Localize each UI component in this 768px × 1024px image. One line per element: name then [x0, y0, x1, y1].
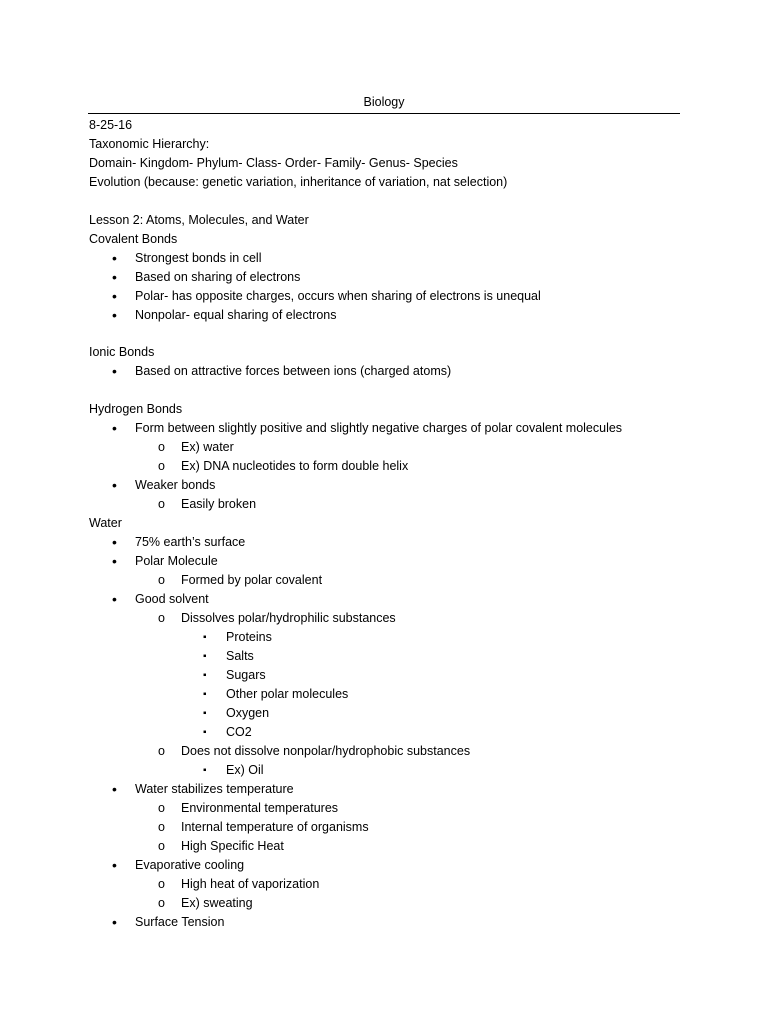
line-text: Hydrogen Bonds	[89, 401, 183, 416]
notes-body	[89, 116, 679, 932]
line-text: High heat of vaporization	[181, 876, 320, 891]
line-text: Polar Molecule	[135, 553, 218, 568]
line-text: Weaker bonds	[135, 477, 216, 492]
line-text: Evaporative cooling	[135, 857, 245, 872]
bullet-icon: o	[158, 572, 165, 587]
list-item-level-1	[89, 856, 679, 875]
bullet-icon: •	[112, 268, 117, 285]
list-item-level-2	[89, 457, 679, 476]
list-item-level-2	[89, 609, 679, 628]
list-item-level-1	[89, 306, 679, 325]
line-text: Ex) water	[181, 439, 234, 454]
list-item-level-1	[89, 913, 679, 932]
list-item-level-3	[89, 666, 679, 685]
bullet-icon: ▪	[203, 726, 207, 738]
line-text: Polar- has opposite charges, occurs when sharing of electrons is unequal	[135, 288, 541, 303]
list-item-level-1	[89, 287, 679, 306]
bullet-icon: ▪	[203, 631, 207, 643]
list-item-level-2	[89, 495, 679, 514]
list-item-level-2	[89, 875, 679, 894]
bullet-icon: o	[158, 496, 165, 511]
bullet-icon: •	[112, 533, 117, 550]
line-text: CO2	[226, 724, 252, 739]
bullet-icon: o	[158, 743, 165, 758]
bullet-icon: •	[112, 287, 117, 304]
bullet-icon: ▪	[203, 669, 207, 681]
list-item-level-3	[89, 647, 679, 666]
bullet-icon: ▪	[203, 764, 207, 776]
bullet-icon: ▪	[203, 707, 207, 719]
line-text: Does not dissolve nonpolar/hydrophobic substances	[181, 743, 471, 758]
list-item-level-2	[89, 438, 679, 457]
bullet-icon: o	[158, 838, 165, 853]
line-text: Evolution (because: genetic variation, inheritance of variation, nat selection)	[89, 175, 508, 189]
line-text: Oxygen	[226, 705, 270, 720]
bullet-icon: ▪	[203, 650, 207, 662]
line-text: Sugars	[226, 667, 266, 682]
line-text: Domain- Kingdom- Phylum- Class- Order- Family- Genus- Species	[89, 156, 458, 170]
line-text: 8-25-16	[89, 118, 133, 132]
list-item-level-3	[89, 723, 679, 742]
line-text: Dissolves polar/hydrophilic substances	[181, 610, 396, 625]
document-header-title: Biology	[363, 95, 405, 109]
list-item-level-1	[89, 780, 679, 799]
line-text: Nonpolar- equal sharing of electrons	[135, 307, 337, 322]
bullet-icon: •	[112, 856, 117, 873]
bullet-icon: ▪	[203, 688, 207, 700]
bullet-icon: •	[112, 913, 117, 930]
heading-line	[89, 343, 679, 362]
line-text: Environmental temperatures	[181, 800, 339, 815]
line-text: Internal temperature of organisms	[181, 819, 369, 834]
list-item-level-2	[89, 837, 679, 856]
line-text: Form between slightly positive and slightly negative charges of polar covalent molecules	[135, 420, 623, 435]
bullet-icon: o	[158, 458, 165, 473]
heading-line	[89, 211, 679, 230]
bullet-icon: •	[112, 476, 117, 493]
bullet-icon: o	[158, 819, 165, 834]
line-text: Easily broken	[181, 496, 257, 511]
list-item-level-1	[89, 590, 679, 609]
header-divider	[88, 113, 680, 114]
line-text: Ionic Bonds	[89, 345, 155, 359]
line-text: Based on sharing of electrons	[135, 269, 301, 284]
list-item-level-2	[89, 818, 679, 837]
line-text: Surface Tension	[135, 914, 225, 929]
bullet-icon: •	[112, 249, 117, 266]
line-text: Covalent Bonds	[89, 231, 178, 246]
line-text: 75% earth’s surface	[135, 534, 246, 549]
list-item-level-3	[89, 761, 679, 780]
blank-line	[89, 192, 679, 211]
list-item-level-2	[89, 799, 679, 818]
list-item-level-1	[89, 533, 679, 552]
line-text: Ex) DNA nucleotides to form double helix	[181, 458, 409, 473]
list-item-level-1	[89, 419, 679, 438]
list-item-level-3	[89, 628, 679, 647]
heading-line	[89, 400, 679, 419]
bullet-icon: •	[112, 552, 117, 569]
line-text: Strongest bonds in cell	[135, 250, 262, 265]
line-text: Ex) sweating	[181, 895, 253, 910]
heading-line	[89, 514, 679, 533]
list-item-level-1	[89, 362, 679, 381]
list-item-level-2	[89, 571, 679, 590]
heading-line	[89, 173, 679, 192]
heading-line	[89, 116, 679, 135]
heading-line	[89, 135, 679, 154]
bullet-icon: •	[112, 306, 117, 323]
bullet-icon: o	[158, 439, 165, 454]
list-item-level-1	[89, 476, 679, 495]
list-item-level-2	[89, 894, 679, 913]
bullet-icon: •	[112, 780, 117, 797]
bullet-icon: •	[112, 590, 117, 607]
line-text: Lesson 2: Atoms, Molecules, and Water	[89, 212, 309, 227]
list-item-level-1	[89, 249, 679, 268]
line-text: Salts	[226, 648, 254, 663]
list-item-level-1	[89, 552, 679, 571]
heading-line	[89, 230, 679, 249]
blank-line	[89, 325, 679, 344]
bullet-icon: o	[158, 895, 165, 910]
line-text: High Specific Heat	[181, 838, 284, 853]
line-text: Ex) Oil	[226, 762, 264, 777]
line-text: Good solvent	[135, 591, 209, 606]
line-text: Taxonomic Hierarchy:	[89, 137, 210, 151]
blank-line	[89, 381, 679, 400]
bullet-icon: •	[112, 419, 117, 436]
bullet-icon: o	[158, 610, 165, 625]
line-text: Based on attractive forces between ions (charged atoms)	[135, 364, 452, 378]
bullet-icon: •	[112, 363, 117, 379]
list-item-level-3	[89, 704, 679, 723]
list-item-level-3	[89, 685, 679, 704]
line-text: Proteins	[226, 629, 272, 644]
line-text: Formed by polar covalent	[181, 572, 323, 587]
list-item-level-2	[89, 742, 679, 761]
heading-line	[89, 154, 679, 173]
bullet-icon: o	[158, 876, 165, 891]
line-text: Other polar molecules	[226, 686, 349, 701]
bullet-icon: o	[158, 800, 165, 815]
line-text: Water stabilizes temperature	[135, 781, 294, 796]
line-text: Water	[89, 515, 122, 530]
list-item-level-1	[89, 268, 679, 287]
